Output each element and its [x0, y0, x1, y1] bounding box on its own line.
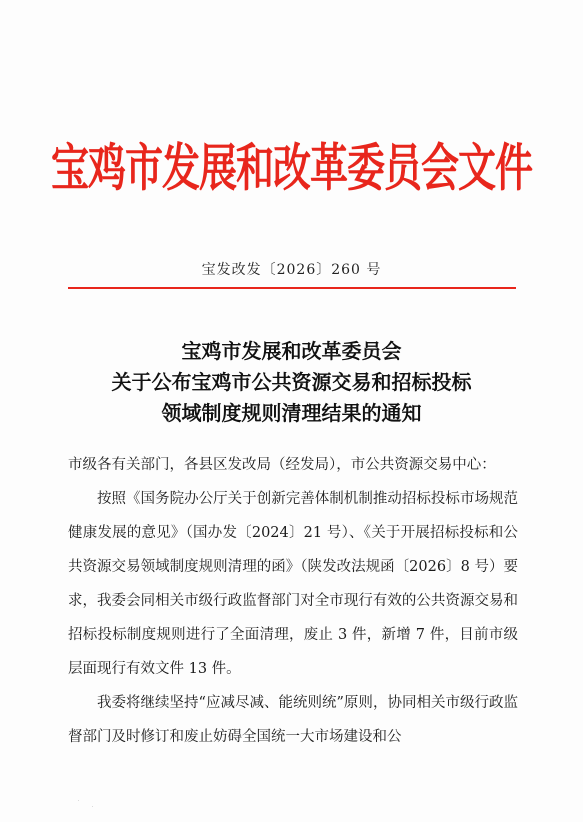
notice-title-line-1: 宝鸡市发展和改革委员会	[181, 339, 402, 363]
masthead-title: 宝鸡市发展和改革委员会文件	[50, 136, 532, 198]
red-separator-line	[68, 287, 516, 289]
body-paragraph-1: 按照《国务院办公厅关于创新完善体制机制推动招标投标市场规范健康发展的意见》（国办发〔2024〕21 号）、《关于开展招标投标和公共资源交易领域制度规则清理的函》（陕发改法规函〔2026〕8 号）要求，我委会同相关市级行政监督部门对全市现行有效的公共资源交易和招标投标制度规则进行了全面清理，废止 3 件，新增 7 件，目前市级层面现行有效文件 13 件。	[68, 491, 518, 677]
document-number: 宝发改发〔2026〕260 号	[201, 262, 382, 278]
scan-speck	[92, 806, 93, 807]
notice-title-line-2: 关于公布宝鸡市公共资源交易和招标投标	[111, 370, 472, 394]
notice-title	[60, 336, 523, 429]
document-body	[68, 448, 518, 754]
scan-speck	[78, 800, 79, 801]
notice-title-line-3: 领域制度规则清理结果的通知	[161, 401, 422, 425]
addressee-line: 市级各有关部门，各县区发改局（经发局），市公共资源交易中心：	[68, 457, 496, 473]
body-paragraph-2: 我委将继续坚持“应减尽减、能统则统”原则，协同相关市级行政监督部门及时修订和废止妨碍全国统一大市场建设和公	[68, 695, 518, 745]
